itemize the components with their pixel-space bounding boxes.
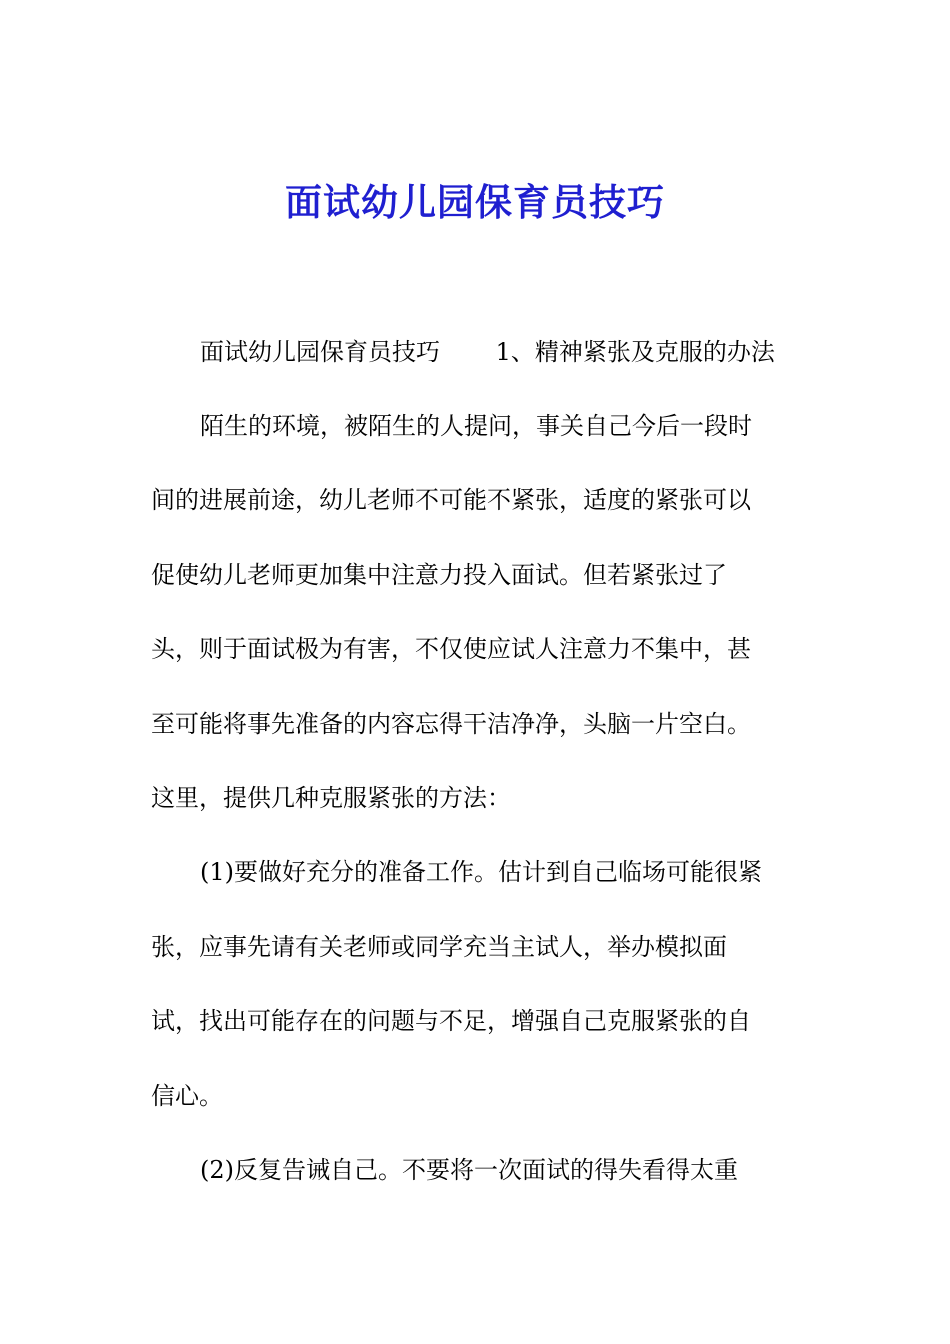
document-title: 面试幼儿园保育员技巧 — [285, 180, 665, 224]
body-line-12: (2)反复告诫自己。不要将一次面试的得失看得太重 — [200, 1156, 738, 1184]
body-line-2: 陌生的环境，被陌生的人提问，事关自己今后一段时 — [200, 412, 752, 440]
body-line-9: 张，应事先请有关老师或同学充当主试人，举办模拟面 — [151, 933, 727, 961]
body-line-6: 至可能将事先准备的内容忘得干洁净净，头脑一片空白。 — [151, 710, 751, 738]
body-line-8: (1)要做好充分的准备工作。估计到自己临场可能很紧 — [200, 858, 762, 886]
body-line-11: 信心。 — [151, 1082, 223, 1110]
body-line-7: 这里，提供几种克服紧张的方法： — [151, 784, 511, 812]
body-line-3: 间的进展前途，幼儿老师不可能不紧张，适度的紧张可以 — [151, 486, 751, 514]
body-line-5: 头，则于面试极为有害，不仅使应试人注意力不集中，甚 — [151, 635, 751, 663]
body-line-10: 试，找出可能存在的问题与不足，增强自己克服紧张的自 — [151, 1007, 751, 1035]
body-line-1: 面试幼儿园保育员技巧 1、精神紧张及克服的办法 — [200, 338, 775, 366]
body-line-4: 促使幼儿老师更加集中注意力投入面试。但若紧张过了 — [151, 561, 727, 589]
